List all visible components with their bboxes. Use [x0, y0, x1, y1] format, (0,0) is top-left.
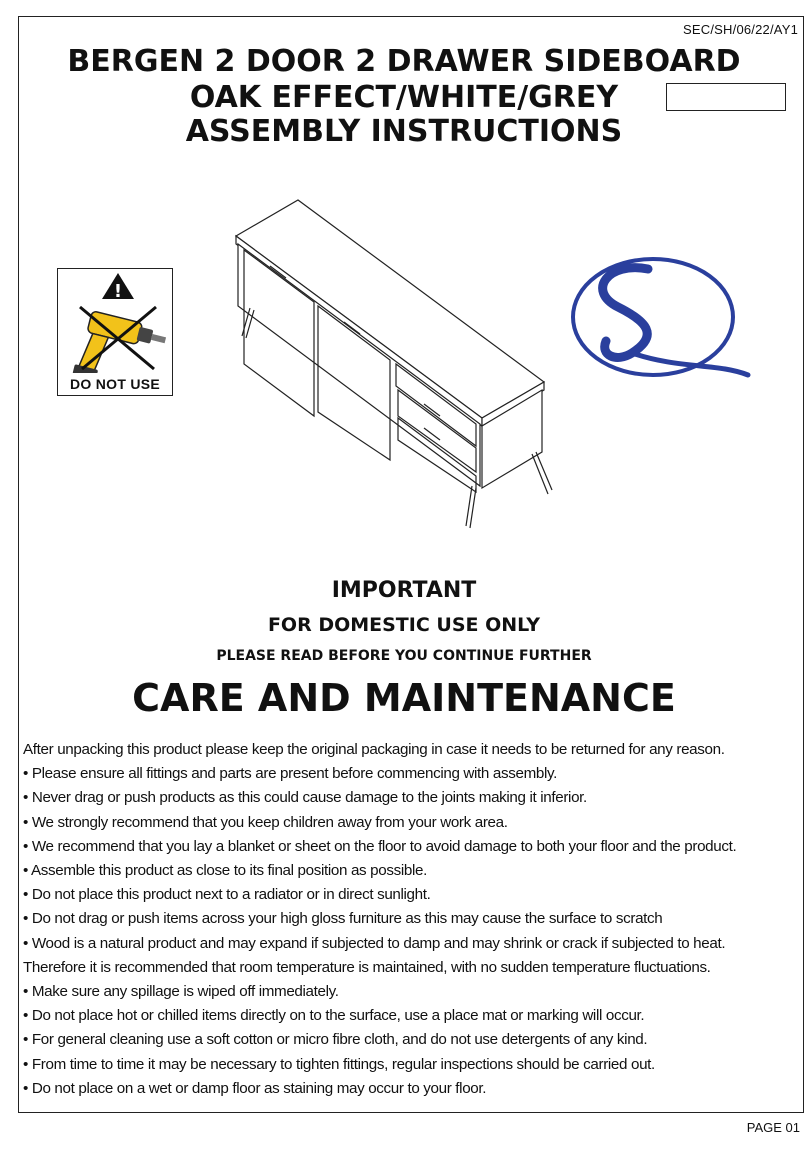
important-heading: IMPORTANT: [331, 578, 477, 603]
no-power-drill-icon: [58, 269, 171, 373]
care-line: Therefore it is recommended that room temperature is maintained, with no sudden temperature fluctuations.: [23, 958, 711, 976]
domestic-use-notice: FOR DOMESTIC USE ONLY: [267, 614, 541, 636]
care-line: • For general cleaning use a soft cotton or micro fibre cloth, and do not use detergents of any kind.: [23, 1031, 648, 1049]
care-line: • Do not place on a wet or damp floor as staining may occur to your floor.: [23, 1079, 487, 1097]
care-line: • We strongly recommend that you keep children away from your work area.: [23, 813, 508, 831]
care-line: • Please ensure all fittings and parts are present before commencing with assembly.: [23, 765, 557, 783]
care-line: • Assemble this product as close to its final position as possible.: [23, 862, 427, 880]
page-number: PAGE 01: [746, 1120, 800, 1135]
exclamation-mark: !: [113, 281, 123, 302]
care-line: • From time to time it may be necessary to tighten fittings, regular inspections should be carried out.: [23, 1055, 655, 1073]
care-line: • Do not place this product next to a radiator or in direct sunlight.: [23, 886, 431, 904]
sideboard-illustration: [226, 196, 556, 536]
care-line: • Never drag or push products as this could cause damage to the joints making it inferior.: [23, 789, 587, 807]
care-line: • We recommend that you lay a blanket or sheet on the floor to avoid damage to both your floor and the product.: [23, 837, 737, 855]
product-title: BERGEN 2 DOOR 2 DRAWER SIDEBOARD: [67, 44, 741, 79]
s-brand-logo: [568, 255, 758, 385]
do-not-use-drill-warning: [57, 268, 173, 396]
document-type: ASSEMBLY INSTRUCTIONS: [185, 114, 623, 149]
care-line: • Do not place hot or chilled items directly on to the surface, use a place mat or marking will occur.: [23, 1007, 645, 1025]
document-code: SEC/SH/06/22/AY1: [683, 22, 798, 37]
read-before-notice: PLEASE READ BEFORE YOU CONTINUE FURTHER: [216, 648, 592, 664]
product-finish: OAK EFFECT/WHITE/GREY: [189, 80, 619, 115]
care-line: • Make sure any spillage is wiped off immediately.: [23, 983, 339, 1001]
care-heading: CARE AND MAINTENANCE: [132, 676, 676, 720]
care-line: • Do not drag or push items across your high gloss furniture as this may cause the surface to scratch: [23, 910, 663, 928]
care-instructions-list: [23, 738, 803, 1101]
care-line: • Wood is a natural product and may expand if subjected to damp and may shrink or crack if subjected to heat.: [23, 934, 726, 952]
do-not-use-label: DO NOT USE: [69, 376, 161, 392]
care-line: After unpacking this product please keep the original packaging in case it needs to be returned for any reason.: [23, 741, 725, 758]
